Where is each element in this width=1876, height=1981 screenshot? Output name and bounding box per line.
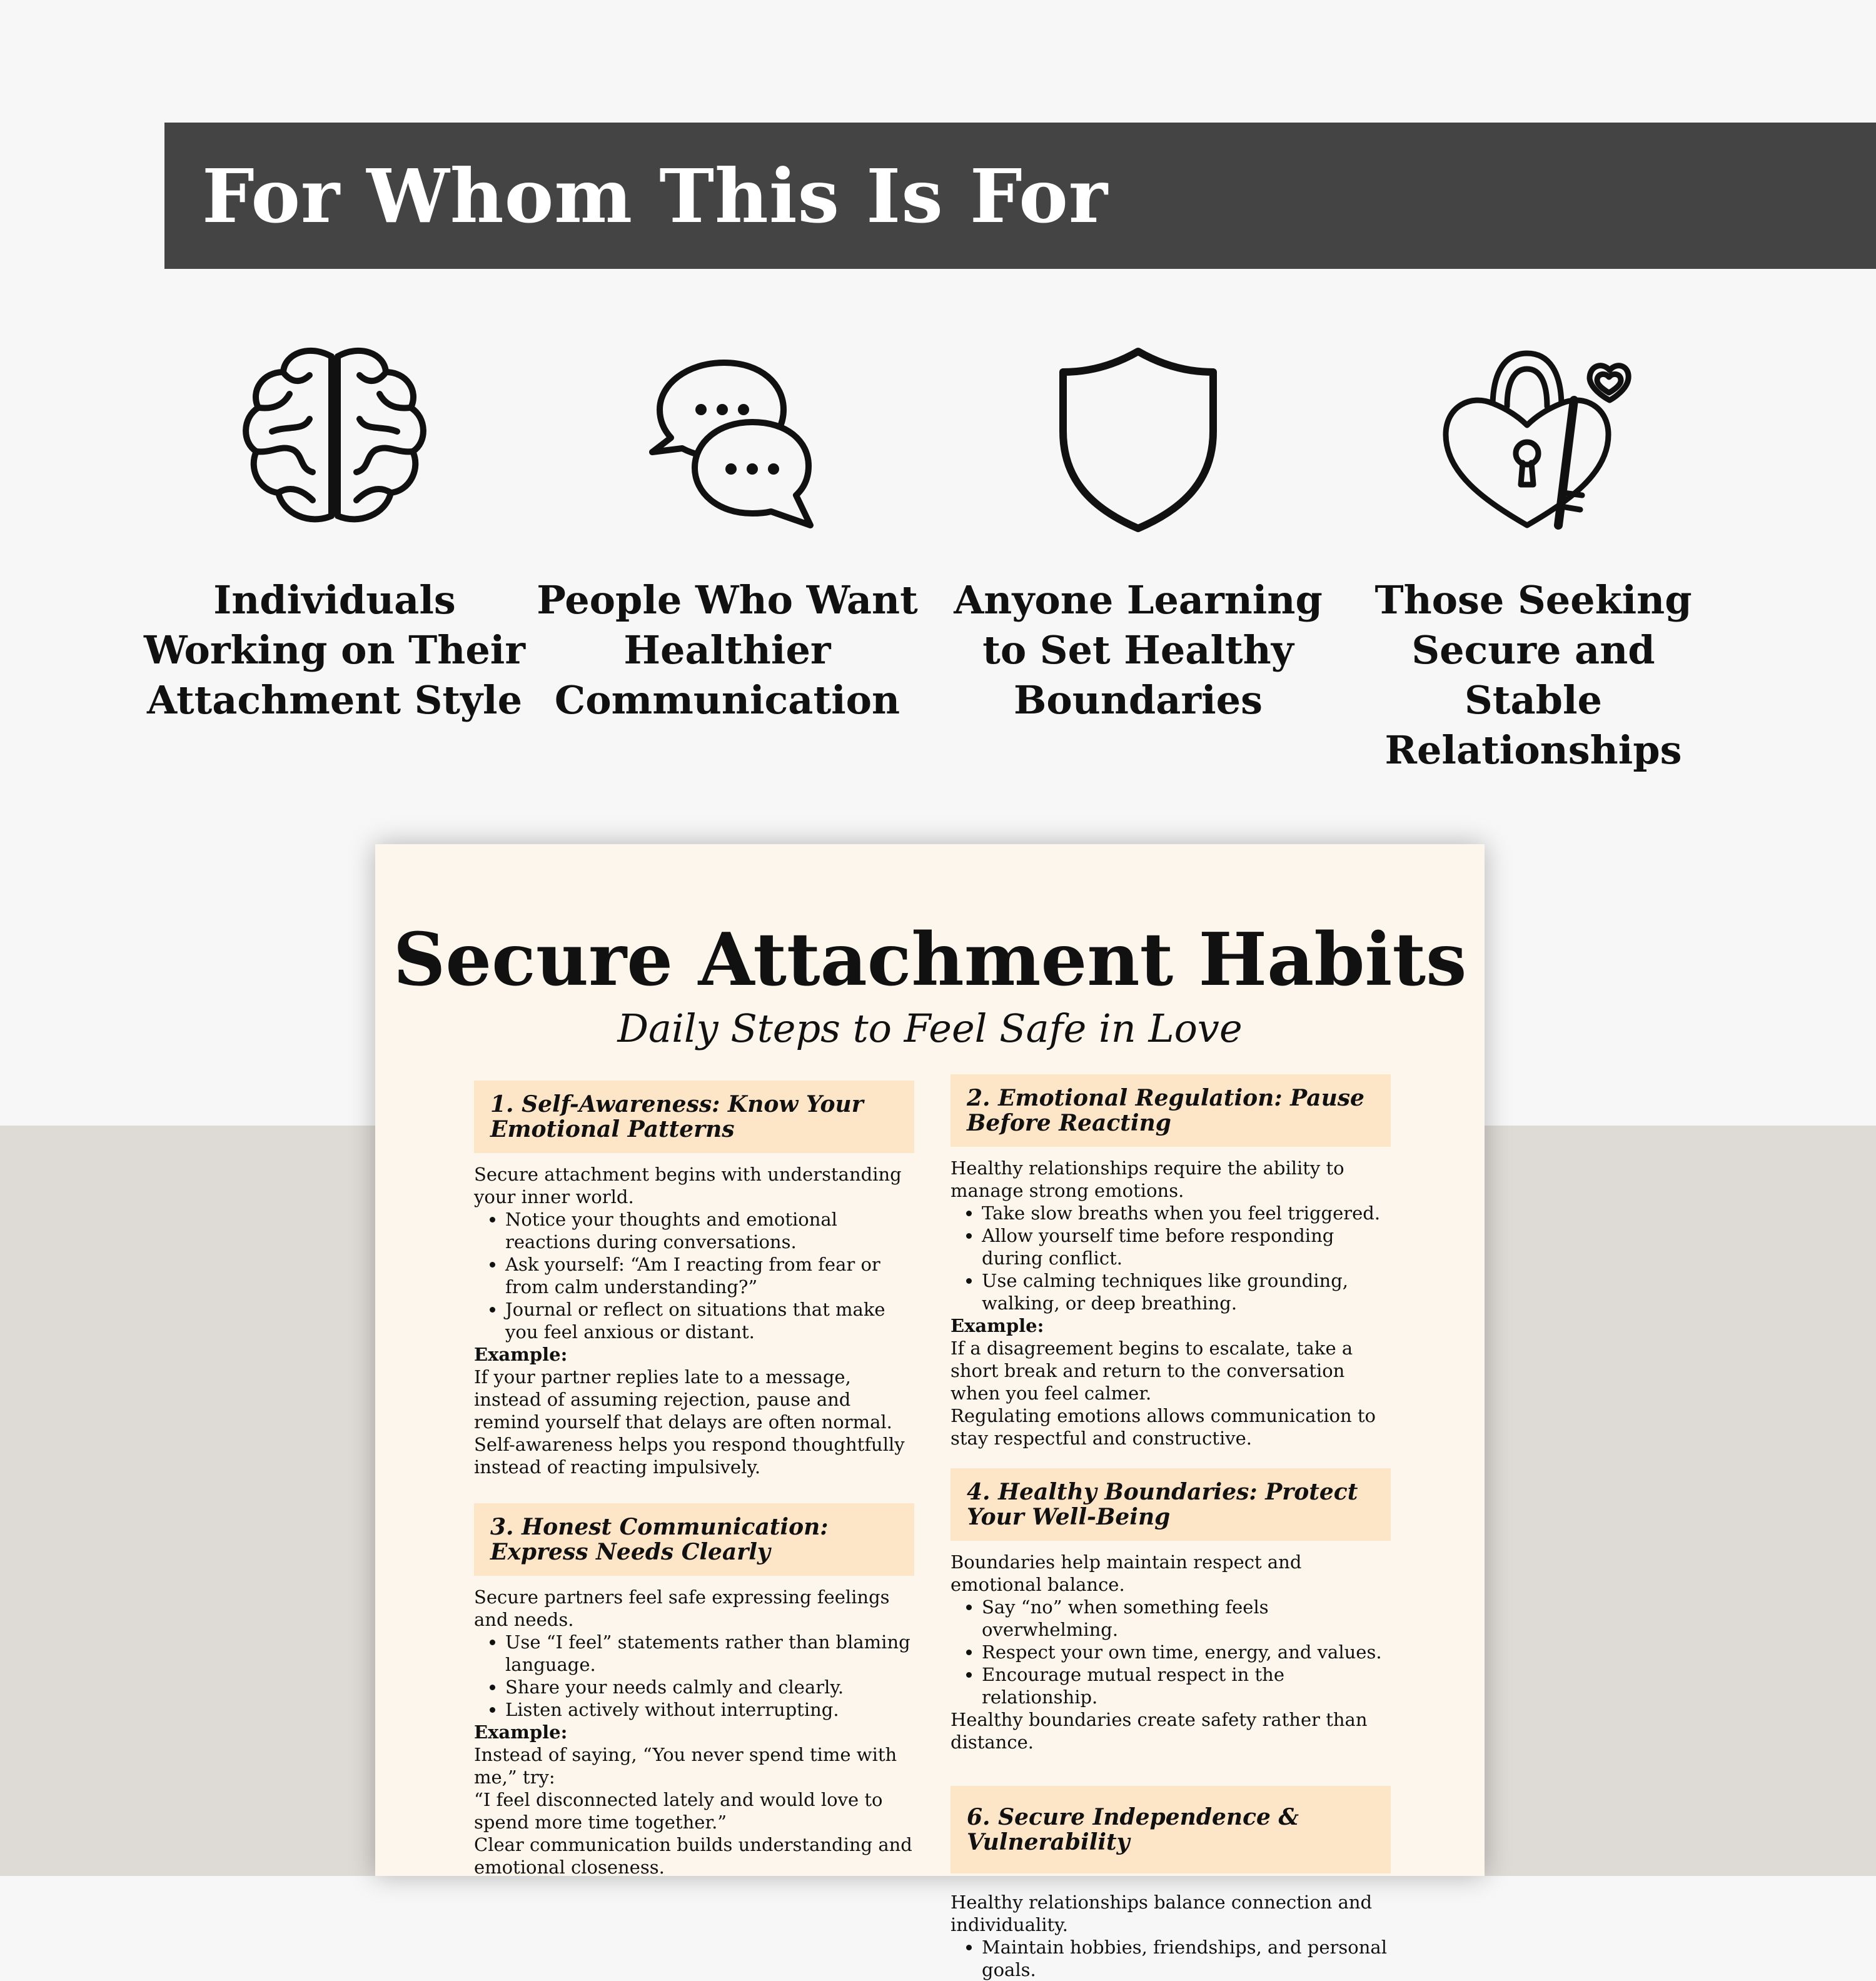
section-body <box>951 1157 1391 1449</box>
audience-label: Individuals Working on Their Attachment Style <box>143 577 525 723</box>
audience-item-boundaries <box>944 338 1332 725</box>
section-bullets <box>951 1202 1391 1314</box>
bullet-item: • Say “no” when something feels overwhelming. <box>982 1596 1391 1641</box>
bullet-item: • Share your needs calmly and clearly. <box>505 1676 914 1698</box>
section-outro: Healthy boundaries create safety rather than distance. <box>951 1709 1368 1753</box>
section-outro: Regulating emotions allows communication to stay respectful and constructive. <box>951 1405 1376 1449</box>
bullet-item: • Maintain hobbies, friendships, and personal goals. <box>982 1936 1391 1981</box>
audience-item-stable-relationships <box>1339 338 1727 775</box>
example-text: “I feel disconnected lately and would love to spend more time together.” <box>474 1789 883 1833</box>
section-banner <box>164 123 1876 269</box>
bullet-item: • Notice your thoughts and emotional reactions during conversations. <box>505 1208 914 1253</box>
section-intro: Healthy relationships require the ability to manage strong emotions. <box>951 1157 1344 1201</box>
section-outro: Clear communication builds understanding and emotional closeness. <box>474 1834 912 1878</box>
audience-label: Anyone Learning to Set Healthy Boundaries <box>954 577 1323 723</box>
shield-icon <box>1038 338 1238 538</box>
chat-bubbles-icon <box>627 338 827 538</box>
section-intro: Secure partners feel safe expressing feelings and needs. <box>474 1586 890 1630</box>
worksheet-left-column <box>474 1081 914 1878</box>
section-body <box>474 1163 914 1478</box>
audience-label: Those Seeking Secure and Stable Relationships <box>1374 577 1692 773</box>
bullet-item: • Allow yourself time before responding during conflict. <box>982 1224 1391 1269</box>
section-heading: 1. Self-Awareness: Know Your Emotional Patterns <box>474 1081 914 1153</box>
bullet-item: • Use “I feel” statements rather than blaming language. <box>505 1631 914 1676</box>
bullet-item: • Use calming techniques like grounding, walking, or deep breathing. <box>982 1269 1391 1314</box>
worksheet-preview <box>375 844 1485 1980</box>
section-body <box>951 1551 1391 1753</box>
section-outro: Self-awareness helps you respond thoughtfully instead of reacting impulsively. <box>474 1434 905 1478</box>
example-label: Example: <box>951 1315 1044 1336</box>
worksheet-subtitle: Daily Steps to Feel Safe in Love <box>617 1006 1243 1051</box>
section-bullets <box>474 1208 914 1343</box>
example-text: If your partner replies late to a message, instead of assuming rejection, pause and remind yourself that delays are often normal. <box>474 1366 892 1433</box>
section-intro: Boundaries help maintain respect and emotional balance. <box>951 1551 1302 1595</box>
section-heading: 3. Honest Communication: Express Needs Clearly <box>474 1503 914 1576</box>
section-body <box>474 1586 914 1878</box>
worksheet-title: Secure Attachment Habits <box>393 917 1467 1002</box>
audience-label: People Who Want Healthier Communication <box>537 577 918 723</box>
section-body <box>951 1891 1391 1981</box>
section-bullets <box>951 1936 1391 1981</box>
section-intro: Secure attachment begins with understanding your inner world. <box>474 1164 902 1207</box>
section-bullets <box>474 1631 914 1721</box>
brain-icon <box>234 338 435 538</box>
example-label: Example: <box>474 1344 568 1365</box>
bullet-item: • Listen actively without interrupting. <box>505 1698 914 1721</box>
bullet-item: • Take slow breaths when you feel triggered. <box>982 1202 1391 1224</box>
bullet-item: • Ask yourself: “Am I reacting from fear or from calm understanding?” <box>505 1253 914 1298</box>
section-intro: Healthy relationships balance connection and individuality. <box>951 1892 1373 1935</box>
section-heading: 4. Healthy Boundaries: Protect Your Well-Being <box>951 1468 1391 1541</box>
audience-item-attachment-style <box>141 338 528 725</box>
example-label: Example: <box>474 1721 568 1743</box>
section-bullets <box>951 1596 1391 1708</box>
section-heading: 6. Secure Independence & Vulnerability <box>951 1786 1391 1873</box>
example-text: If a disagreement begins to escalate, take a short break and return to the conversation when you feel calmer. <box>951 1338 1353 1404</box>
banner-title: For Whom This Is For <box>202 152 1109 239</box>
bullet-item: • Journal or reflect on situations that make you feel anxious or distant. <box>505 1298 914 1343</box>
section-heading: 2. Emotional Regulation: Pause Before Reacting <box>951 1074 1391 1147</box>
audience-item-communication <box>533 338 921 725</box>
example-text: Instead of saying, “You never spend time with me,” try: <box>474 1744 897 1788</box>
heart-lock-key-icon <box>1433 338 1633 538</box>
bullet-item: • Encourage mutual respect in the relationship. <box>982 1663 1391 1708</box>
worksheet-right-column <box>951 1074 1391 1981</box>
bullet-item: • Respect your own time, energy, and values. <box>982 1641 1391 1663</box>
